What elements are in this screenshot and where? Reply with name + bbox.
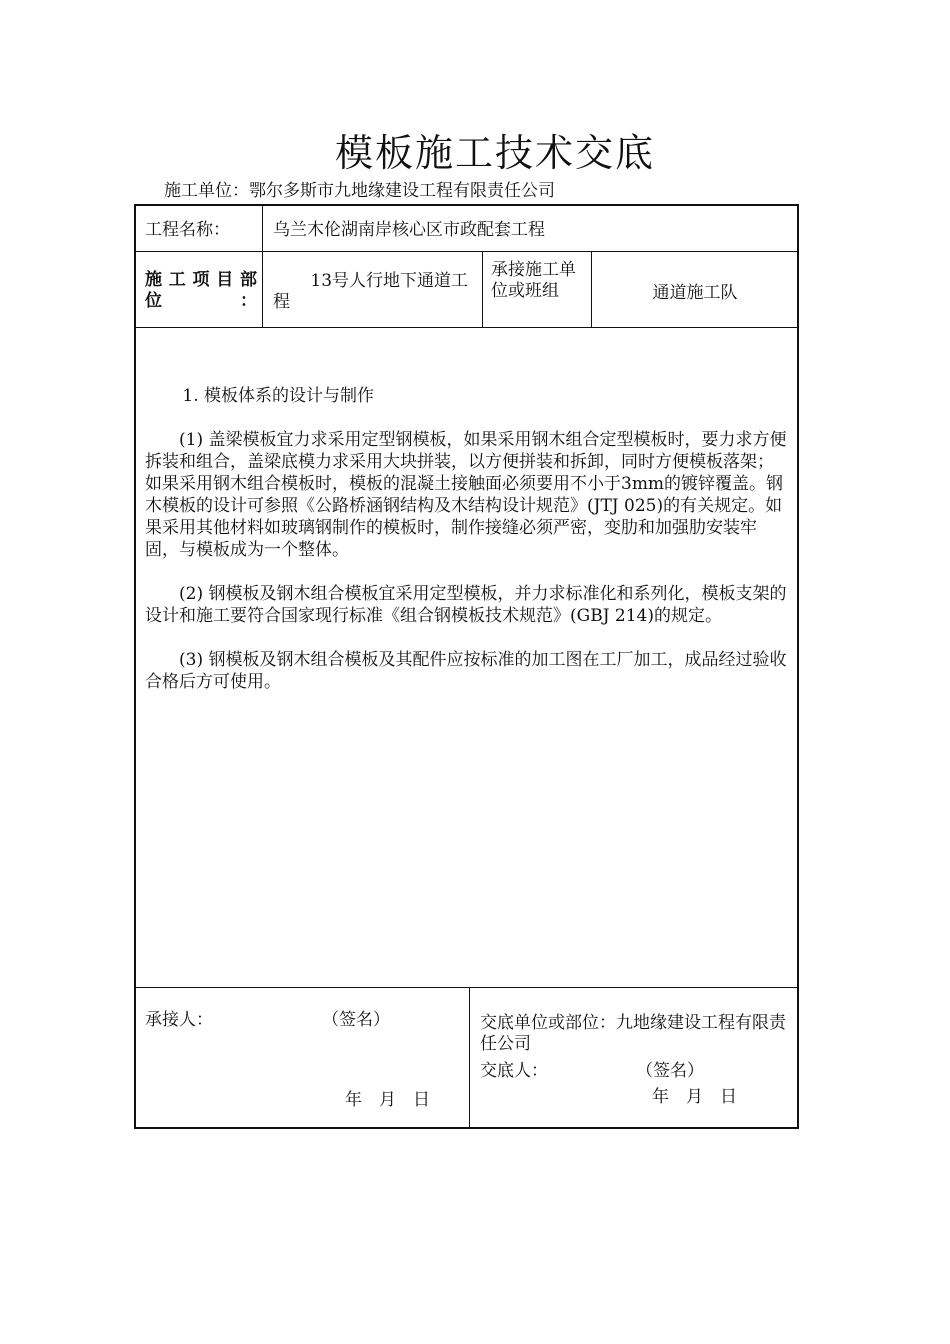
issuer-signature: （签名） bbox=[636, 1061, 704, 1081]
paragraph-1: (1) 盖梁模板宜力求采用定型钢模板，如果采用钢木组合定型模板时，要力求方便拆装和组合，盖梁底模力求采用大块拼装，以方便拼装和拆卸，同时方便模板落架；如果采用钢木组合模板时，模板的混凝土接触面必须要用不小于3mm的镀锌覆盖。钢木模板的设计可参照《公路桥涵钢结构及木结构设计规范》(JTJ 025)的有关规定。如果采用其他材料如玻璃钢制作的模板时，制作接缝必须严密，变肋和加强肋安装牢固，与模板成为一个整体。 bbox=[145, 430, 787, 560]
issuer-date: 年 月 日 bbox=[652, 1087, 737, 1107]
receiver-signature: （签名） bbox=[322, 1010, 390, 1030]
row-divider bbox=[135, 327, 798, 328]
row-divider bbox=[135, 251, 798, 252]
receiver-date: 年 月 日 bbox=[345, 1090, 430, 1110]
project-part-value: 13号人行地下通道工程 bbox=[273, 271, 469, 312]
paragraph-2: (2) 钢模板及钢木组合模板宜采用定型模板，并力求标准化和系列化，模板支架的设计和施工要符合国家现行标准《组合钢模板技术规范》(GBJ 214)的规定。 bbox=[145, 584, 787, 626]
receiver-label: 承接人： bbox=[145, 1010, 213, 1030]
project-part-label: 施工项目部位： bbox=[145, 270, 257, 311]
content-section bbox=[145, 385, 790, 693]
paragraph-3: (3) 钢模板及钢木组合模板及其配件应按标准的加工图在工厂加工，成品经过验收合格后方可使用。 bbox=[145, 650, 787, 692]
project-name-label: 工程名称： bbox=[145, 220, 230, 240]
page-title: 模板施工技术交底 bbox=[334, 131, 655, 175]
issuer-unit: 交底单位或部位：九地缘建设工程有限责任公司 bbox=[480, 1013, 786, 1054]
row-divider bbox=[135, 987, 798, 988]
column-divider bbox=[469, 987, 470, 1128]
section-heading: 1. 模板体系的设计与制作 bbox=[182, 386, 375, 406]
project-name-value: 乌兰木伦湖南岸核心区市政配套工程 bbox=[273, 220, 545, 240]
column-divider bbox=[482, 251, 483, 327]
column-divider bbox=[262, 205, 263, 327]
team-value: 通道施工队 bbox=[652, 283, 738, 303]
issuer-label: 交底人： bbox=[480, 1061, 548, 1081]
construction-unit-line: 施工单位：鄂尔多斯市九地缘建设工程有限责任公司 bbox=[164, 181, 555, 201]
team-label: 承接施工单位或班组 bbox=[491, 260, 576, 301]
